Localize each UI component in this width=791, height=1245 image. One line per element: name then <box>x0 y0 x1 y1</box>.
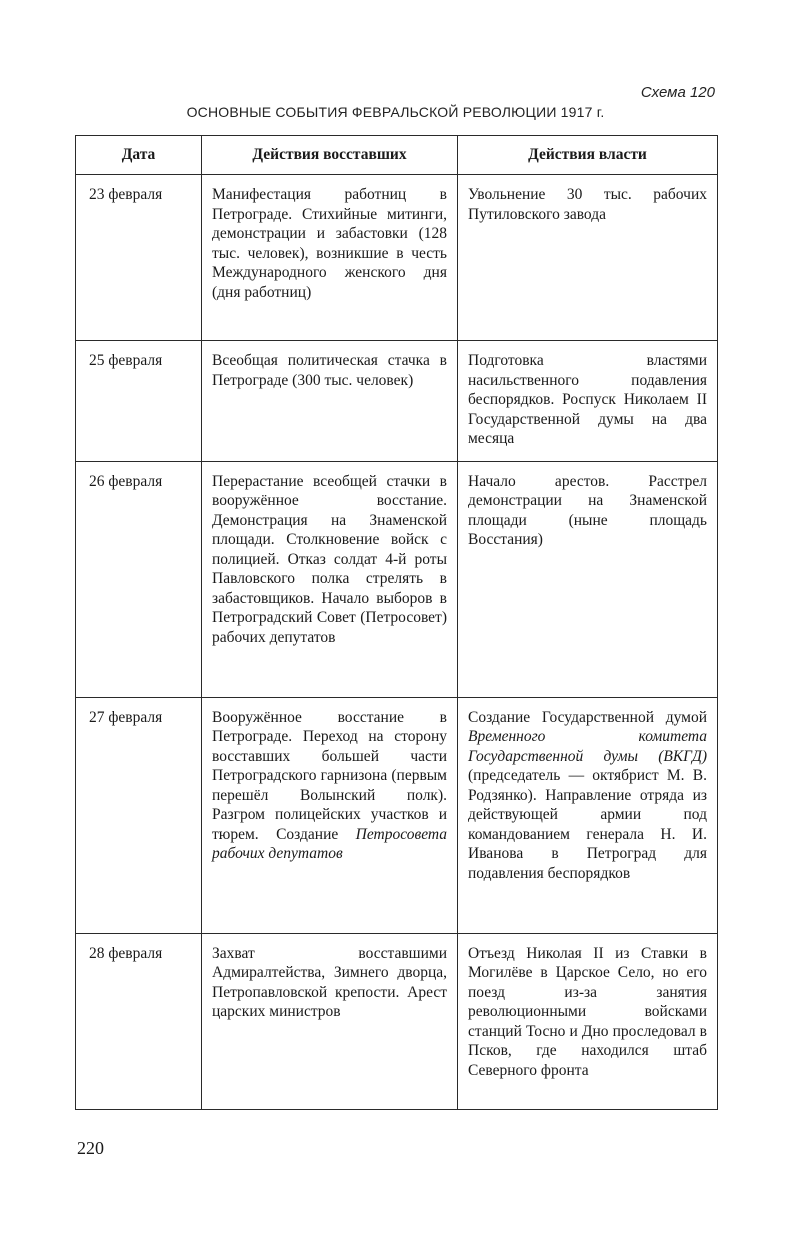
table-row <box>76 933 718 1109</box>
date-cell: 26 февраля <box>76 461 202 697</box>
rebels-text: Вооружённое восстание в Петрограде. Переход на сторону восставших большей части Петроградского гарнизона (первым перешёл Волынский полк). Разгром полицейских участков и тюрем. Создание <box>212 708 447 843</box>
government-actions-cell: Увольнение 30 тыс. рабочих Путиловского завода <box>458 175 718 341</box>
date-cell: 28 февраля <box>76 933 202 1109</box>
date-cell: 25 февраля <box>76 341 202 462</box>
petrosovet-term: Петросовета рабочих депутатов <box>212 825 447 862</box>
date-cell: 27 февраля <box>76 697 202 933</box>
table-row <box>76 461 718 697</box>
page-number: 220 <box>77 1138 104 1158</box>
table-title: ОСНОВНЫЕ СОБЫТИЯ ФЕВРАЛЬСКОЙ РЕВОЛЮЦИИ 1917 г. <box>186 104 605 120</box>
column-header-government-actions: Действия власти <box>458 136 718 175</box>
table-header-row <box>76 136 718 175</box>
government-actions-cell: Отъезд Николая II из Ставки в Могилёве в Царское Село, но его поезд из-за занятия революционными войсками станций Тосно и Дно проследовал в Псков, где находился штаб Северного фронта <box>458 933 718 1109</box>
rebels-actions-cell <box>202 697 458 933</box>
government-text-start: Создание Государственной думой <box>468 708 707 726</box>
table-row <box>76 341 718 462</box>
column-header-rebels-actions: Действия восставших <box>202 136 458 175</box>
rebels-actions-cell: Манифестация работниц в Петрограде. Стихийные митинги, демонстрации и забастовки (128 тыс. человек), возникшие в честь Международного женского дня (дня работниц) <box>202 175 458 341</box>
government-actions-cell: Подготовка властями насильственного подавления беспорядков. Роспуск Николаем II Государственной думы на два месяца <box>458 341 718 462</box>
rebels-actions-cell: Перерастание всеобщей стачки в вооружённое восстание. Демонстрация на Знаменской площади. Столкновение войск с полицией. Отказ солдат 4-й роты Павловского полка стрелять в забастовщиков. Начало выборов в Петроградский Совет (Петросовет) рабочих депутатов <box>202 461 458 697</box>
rebels-actions-cell: Всеобщая политическая стачка в Петрограде (300 тыс. человек) <box>202 341 458 462</box>
column-header-date: Дата <box>76 136 202 175</box>
government-actions-cell <box>458 697 718 933</box>
government-actions-cell: Начало арестов. Расстрел демонстрации на Знаменской площади (ныне площадь Восстания) <box>458 461 718 697</box>
events-table <box>75 135 718 1110</box>
schema-label: Схема 120 <box>640 84 715 101</box>
government-text-end: (председатель — октябрист М. В. Родзянко). Направление отряда из действующей армии под командованием генерала Н. И. Иванова в Петроград для подавления беспорядков <box>468 767 707 882</box>
rebels-actions-cell: Захват восставшими Адмиралтейства, Зимнего дворца, Петропавловской крепости. Арест царских министров <box>202 933 458 1109</box>
date-cell: 23 февраля <box>76 175 202 341</box>
table-row <box>76 175 718 341</box>
vkgd-term: Временного комитета Государственной думы (ВКГД) <box>468 728 707 765</box>
table-row <box>76 697 718 933</box>
